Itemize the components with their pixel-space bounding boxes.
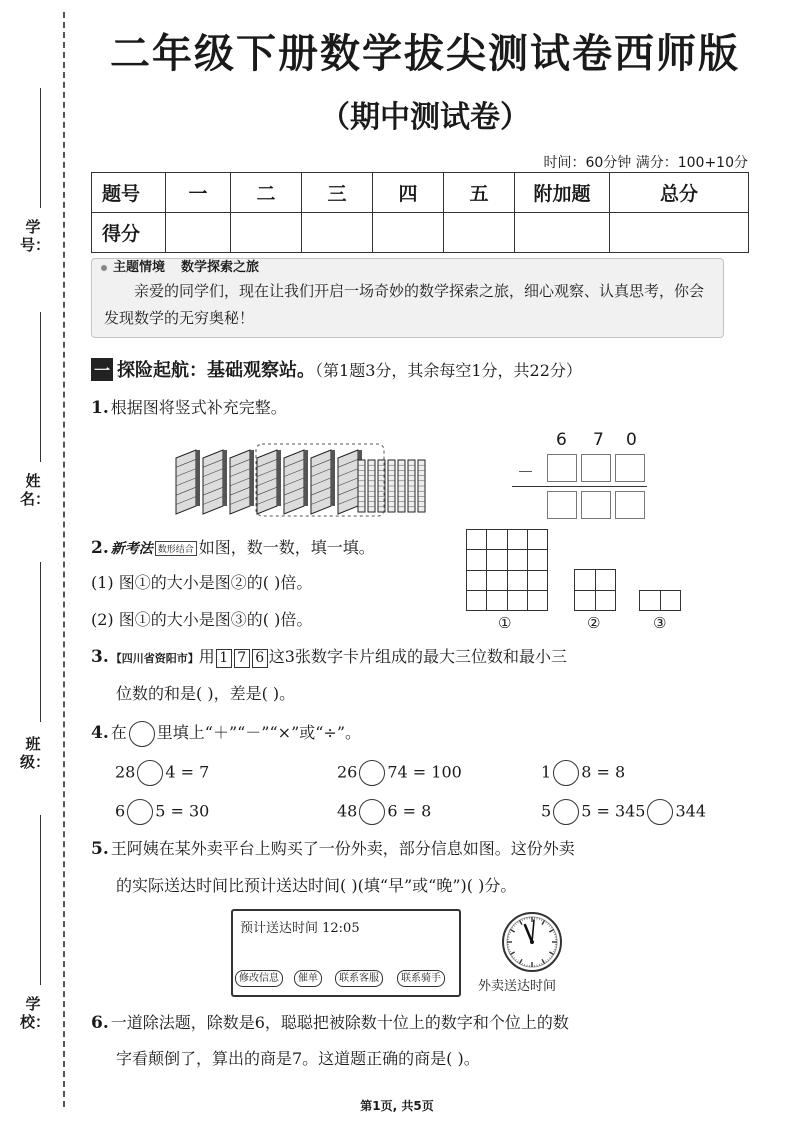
score-cell[interactable] [444,213,515,253]
vertical-form-line [512,486,647,487]
equation [541,760,625,786]
question-text: 在 [110,723,127,742]
table-cell: 总分 [610,173,749,213]
figure-1-grid [466,529,548,611]
equation-extra: 344 [675,801,707,821]
figure-3-label: ③ [653,614,667,632]
question-3 [91,644,567,668]
question-5 [91,836,575,859]
block-edge [196,450,200,506]
score-cell[interactable] [610,213,749,253]
equation [115,799,209,825]
block-edge [250,450,254,506]
modify-info-button[interactable]: 修改信息 [235,970,283,987]
id-number-line [40,88,41,208]
equation-left: 1 [541,762,552,782]
score-cell[interactable] [231,213,302,253]
score-cell[interactable] [373,213,444,253]
question-number: 5. [91,839,109,859]
theme-tag-label: 主题情境 [113,260,166,275]
operator-circle[interactable] [647,799,673,825]
id-number-label: 学号： [20,218,51,254]
theme-text: 亲爱的同学们，现在让我们开启一场奇妙的数学探索之旅，细心观察、认真思考，你会发现数学的无穷奥秘！ [104,282,705,327]
question-number: 4. [91,723,109,743]
section-number: 一 [91,358,113,381]
difference-box[interactable] [547,491,577,519]
section-title [91,356,582,382]
table-cell: 题号 [92,173,166,213]
binding-dashed-line [63,12,65,1107]
equation-left: 6 [115,801,126,821]
equation-right: 5 = 30 [155,801,210,821]
table-cell: 一 [166,173,231,213]
question-4 [91,720,361,747]
question-number: 6. [91,1013,109,1033]
operator-circle[interactable] [553,799,579,825]
clock-label: 外卖送达时间 [478,979,557,994]
school-label: 学校： [20,995,51,1031]
figure-1-label: ① [498,614,512,632]
block-edge [331,450,335,506]
question-number: 1. [91,398,109,418]
minuend-digit: 6 [556,430,567,450]
bullet-icon [101,265,107,271]
block-edge [304,450,308,506]
equation-left: 28 [115,762,136,782]
class-line [40,562,41,722]
equation-right: 4 = 7 [165,762,210,782]
time-score-info: 时间：60分钟 满分：100+10分 [543,155,748,171]
equation-right: 5 = 345 [581,801,646,821]
question-5-line-2: 的实际送达时间比预计送达时间( )(填“早”或“晚”)( )分。 [116,876,517,895]
question-3-line-2: 位数的和是( )，差是( )。 [116,684,296,703]
question-number: 2. [91,538,109,558]
question-number: 3. [91,647,109,667]
question-text: 如图，数一数，填一填。 [198,538,375,557]
theme-subtitle: 数学探索之旅 [181,260,260,275]
table-cell: 五 [444,173,515,213]
equation-right: 8 = 8 [581,762,626,782]
subtrahend-box[interactable] [581,454,611,482]
difference-box[interactable] [615,491,645,519]
estimated-delivery-time: 预计送达时间 12:05 [240,921,360,936]
question-6-line-2: 字看颠倒了，算出的商是7。这道题正确的商是( )。 [116,1049,480,1068]
name-label: 姓名： [20,472,51,508]
question-text: 根据图将竖式补充完整。 [110,398,287,417]
equation-left: 26 [337,762,358,782]
clock-icon [500,910,564,974]
operator-circle[interactable] [359,760,385,786]
subtrahend-box[interactable] [547,454,577,482]
new-method-tag: 新考法 [110,541,153,557]
question-text: 王阿姨在某外卖平台上购买了一份外卖，部分信息如图。这份外卖 [110,839,575,858]
equation [337,760,462,786]
page-title: 二年级下册数学拔尖测试卷西师版 [110,31,740,77]
figure-2-grid [574,569,616,611]
question-2 [91,535,375,558]
table-cell: 二 [231,173,302,213]
question-6 [91,1010,569,1033]
difference-box[interactable] [581,491,611,519]
number-card: 1 [216,649,232,668]
question-text: 一道除法题，除数是6，聪聪把被除数十位上的数字和个位上的数 [110,1013,569,1032]
equation [541,799,706,825]
minuend-digit: 0 [626,430,637,450]
contact-rider-button[interactable]: 联系骑手 [397,970,445,987]
figure-2-label: ② [587,614,601,632]
minus-sign: － [517,463,534,483]
figure-3-grid [639,590,681,611]
school-line [40,815,41,985]
question-text: 这3张数字卡片组成的最大三位数和最小三 [268,647,567,666]
score-cell[interactable] [515,213,610,253]
minuend-digit: 7 [593,430,604,450]
region-tag: 【四川省资阳市】 [110,652,199,665]
operator-circle[interactable] [127,799,153,825]
equation-left: 48 [337,801,358,821]
question-text: 用 [198,647,215,666]
table-cell: 四 [373,173,444,213]
table-cell: 附加题 [515,173,610,213]
contact-service-button[interactable]: 联系客服 [335,970,383,987]
question-2-sub-2: (2) 图①的大小是图③的( )倍。 [91,610,313,629]
block-edge [223,450,227,506]
section-note: （第1题3分，其余每空1分，共22分） [315,361,582,380]
question-text: 里填上“＋”“－”“×”或“÷”。 [156,723,362,742]
number-card: 6 [252,649,268,668]
operator-circle[interactable] [137,760,163,786]
name-line [40,312,41,462]
class-label: 班级： [20,735,51,771]
equation-right: 6 = 8 [387,801,432,821]
operator-circle [129,721,155,747]
score-table-header-row [92,173,749,213]
equation [115,760,209,786]
table-cell: 三 [302,173,373,213]
question-2-sub-1: (1) 图①的大小是图②的( )倍。 [91,573,313,592]
score-table-score-row [92,213,749,253]
equation-left: 5 [541,801,552,821]
block-edge [277,450,281,506]
question-1 [91,395,287,418]
subtrahend-box[interactable] [615,454,645,482]
operator-circle[interactable] [553,760,579,786]
score-table [91,172,749,253]
base-ten-blocks-illustration [170,438,440,518]
theme-tag [101,256,259,275]
equation-right: 74 = 100 [387,762,462,782]
page-subtitle: （期中测试卷） [320,100,530,135]
equation [337,799,431,825]
page-footer: 第1页, 共5页 [360,1099,434,1113]
score-cell[interactable] [166,213,231,253]
number-card: 7 [234,649,250,668]
score-cell[interactable] [302,213,373,253]
section-title-text: 探险起航：基础观察站。 [117,360,316,381]
type-tag: 数形结合 [155,541,197,556]
table-cell: 得分 [92,213,166,253]
operator-circle[interactable] [359,799,385,825]
urge-order-button[interactable]: 催单 [294,970,322,987]
